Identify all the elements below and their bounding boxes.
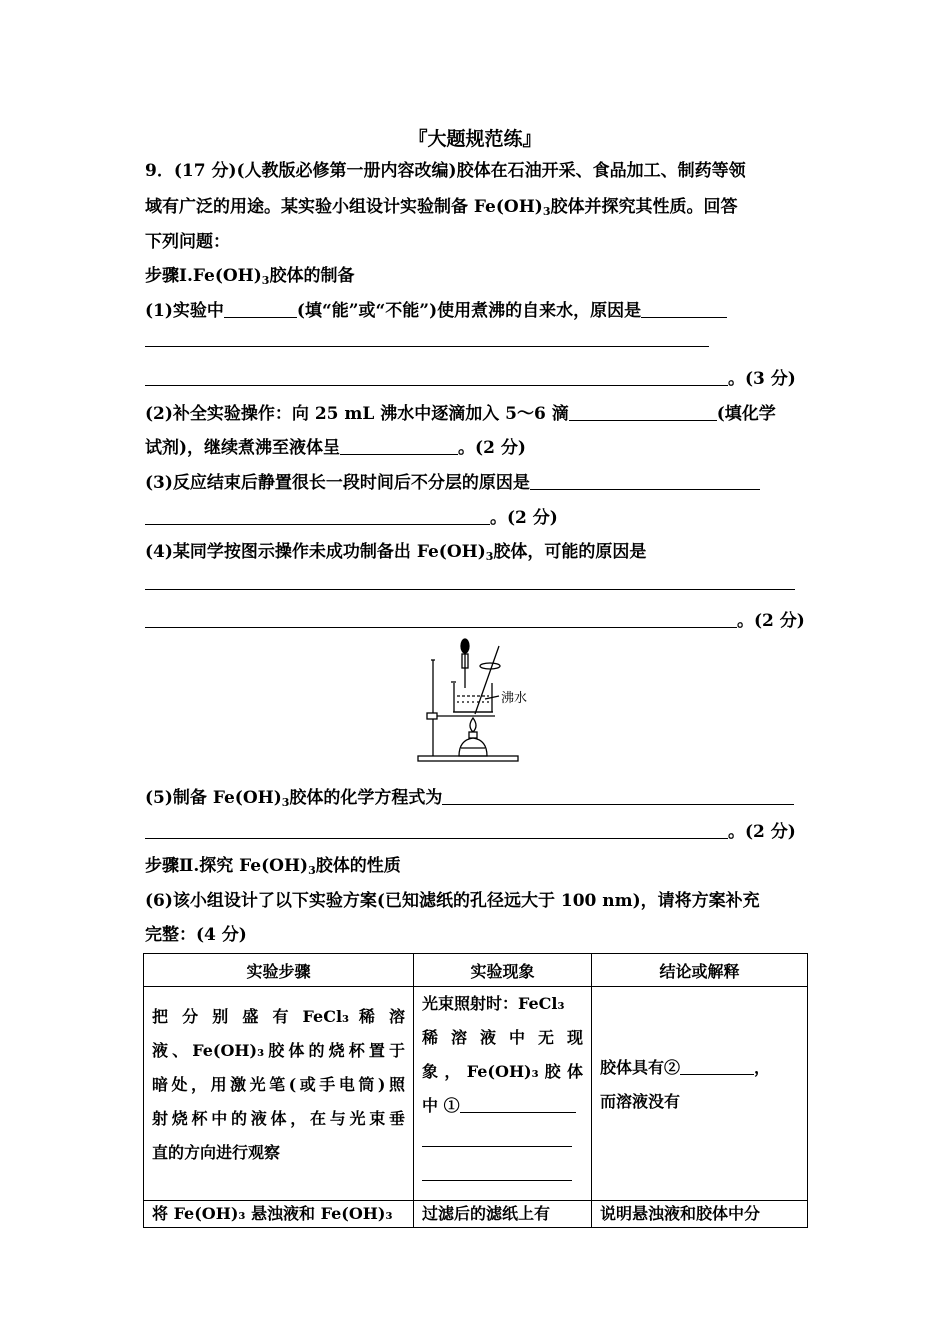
- stand-base: [418, 756, 518, 761]
- step2-heading: 步骤Ⅱ.探究 $Fe(OH)_3$胶体的性质: [145, 856, 401, 877]
- answer-blank-3b[interactable]: [145, 506, 490, 525]
- part-6-cont: 完整：(4 分): [145, 925, 247, 945]
- table-header: 实验现象: [414, 954, 592, 987]
- part-1-end: 。(3 分): [145, 367, 796, 390]
- answer-line-1d[interactable]: [145, 367, 728, 386]
- alcohol-lamp-icon: [459, 738, 487, 756]
- part-2: (2)补全实验操作：向 25 mL 沸水中逐滴加入 5～6 滴 (填化学: [145, 404, 776, 424]
- table-row: [144, 987, 808, 1201]
- table-header: 结论或解释: [592, 954, 808, 987]
- q9-header: 9．(17 分)(人教版必修第一册内容改编): [145, 161, 457, 181]
- part-4-end: 。(2 分): [145, 609, 805, 632]
- beaker-icon: [454, 683, 492, 712]
- answer-line-4a[interactable]: [145, 588, 795, 590]
- answer-blank-1a[interactable]: [224, 299, 297, 318]
- table-cell: 说明悬浊液和胶体中分: [592, 1201, 808, 1228]
- apparatus-figure: [415, 636, 545, 766]
- section-title: 『大题规范练』: [408, 128, 542, 150]
- part-3-end: 。(2 分): [145, 506, 558, 529]
- figure-label: 沸水: [501, 690, 528, 705]
- part-1: (1)实验中 (填“能”或“不能”)使用煮沸的自来水，原因是: [145, 299, 727, 322]
- answer-blank-6a[interactable]: [460, 1094, 576, 1113]
- answer-blank-5b[interactable]: [145, 820, 728, 839]
- answer-line-4b[interactable]: [145, 609, 737, 628]
- table-header: 实验步骤: [144, 954, 414, 987]
- answer-line-1c[interactable]: [145, 345, 709, 347]
- answer-blank-6b[interactable]: [422, 1128, 572, 1147]
- answer-blank-2b[interactable]: [340, 436, 458, 455]
- q9-line-2: 域有广泛的用途。某实验小组设计实验制备 $Fe(OH)_3$胶体并探究其性质。回答: [145, 197, 738, 218]
- table-cell: 将 Fe(OH)₃ 悬浊液和 Fe(OH)₃: [144, 1201, 414, 1228]
- answer-blank-6d[interactable]: [680, 1056, 754, 1075]
- step1-heading: 步骤$Ⅰ.Fe(OH)_3$胶体的制备: [145, 266, 355, 287]
- table-row: [144, 1201, 808, 1228]
- answer-blank-5a[interactable]: [442, 786, 794, 805]
- q9-line-3: 下列问题：: [145, 232, 230, 252]
- answer-blank-2a[interactable]: [569, 402, 717, 421]
- q9-line-1: 9．(17 分)(人教版必修第一册内容改编)胶体在石油开采、食品加工、制药等领: [145, 161, 746, 181]
- part-6: (6)该小组设计了以下实验方案(已知滤纸的孔径远大于 100 nm)，请将方案补充: [145, 891, 760, 911]
- answer-blank-1b[interactable]: [641, 299, 727, 318]
- experiment-table: [143, 953, 808, 1228]
- part-3: (3)反应结束后静置很长一段时间后不分层的原因是: [145, 471, 760, 494]
- table-cell: 把 分 别 盛 有 FeCl₃ 稀 溶 液、Fe(OH)₃胶体的烧杯置于 暗处，用激光笔(或手电筒)照 射烧杯中的液体，在与光束垂 直的方向进行观察: [144, 987, 414, 1201]
- answer-blank-6c[interactable]: [422, 1162, 572, 1181]
- glass-rod-icon: [475, 646, 499, 714]
- table-header-row: [144, 954, 808, 987]
- part-5: (5)制备 $Fe(OH)_3$胶体的化学方程式为: [145, 786, 794, 809]
- part-5-end: 。(2 分): [145, 820, 796, 843]
- table-cell: 过滤后的滤纸上有: [414, 1201, 592, 1228]
- part-2-cont: 试剂)，继续煮沸至液体呈 。(2 分): [145, 438, 526, 458]
- table-cell: 光束照射时：FeCl₃ 稀 溶 液 中 无 现 象 ， Fe(OH)₃ 胶 体 中 ①: [414, 987, 592, 1201]
- table-cell: 胶体具有② ， 而溶液没有: [592, 987, 808, 1201]
- answer-blank-3a[interactable]: [530, 471, 760, 490]
- part-4: (4)某同学按图示操作未成功制备出 $Fe(OH)_3$胶体，可能的原因是: [145, 542, 647, 563]
